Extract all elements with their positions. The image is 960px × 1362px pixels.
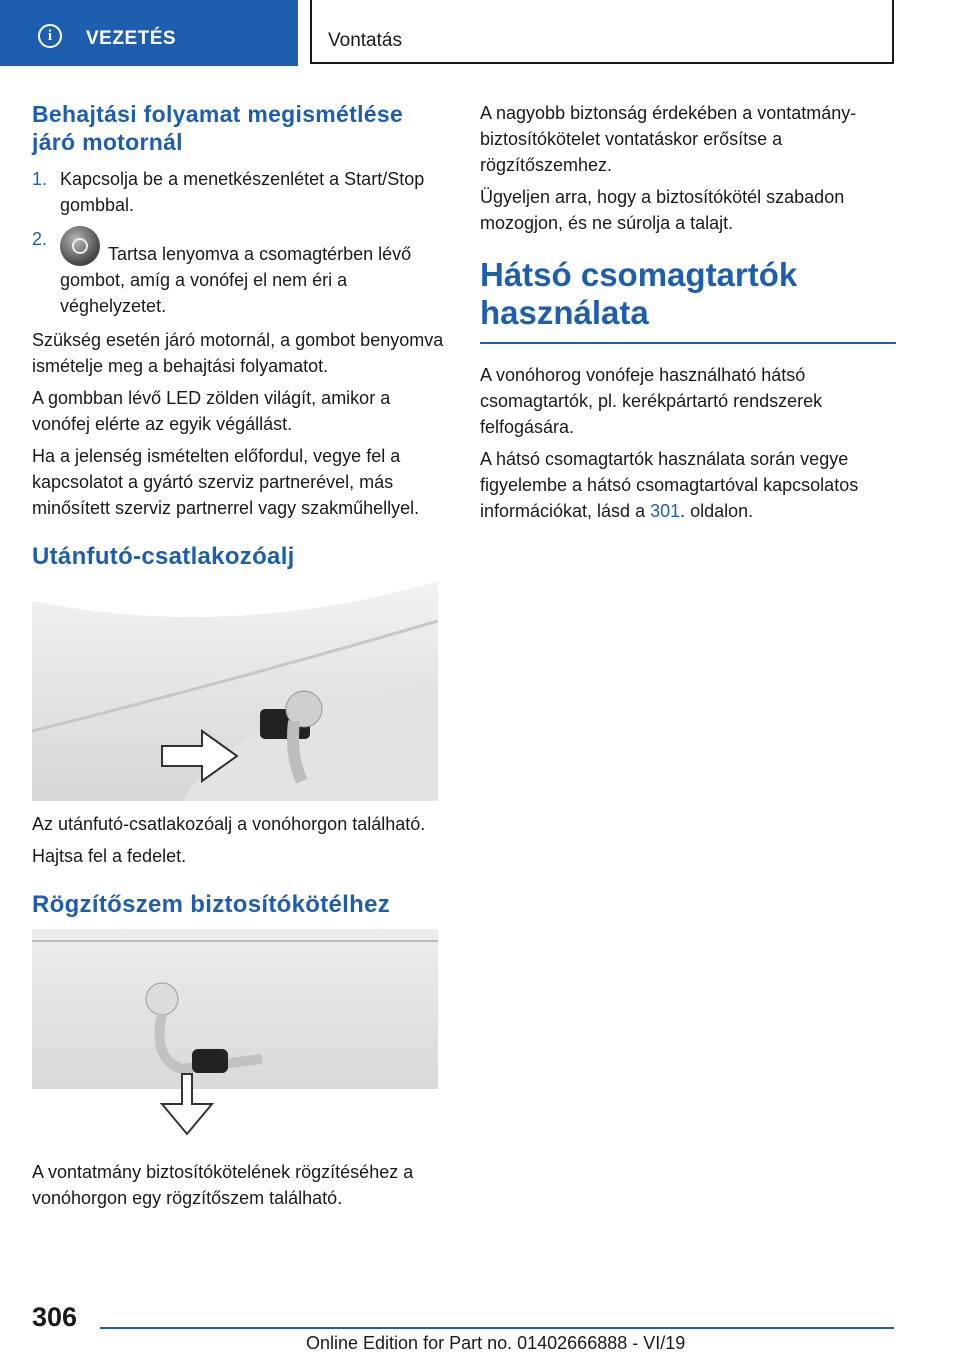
info-icon: i (38, 24, 62, 48)
chapter-label: Vontatás (328, 30, 402, 51)
step-2 (32, 226, 450, 319)
step-1 (32, 166, 450, 218)
chapter-tab (310, 0, 894, 64)
paragraph: Ügyeljen arra, hogy a biztosítókötél szabadon mozogjon, és ne súrolja a talajt. (480, 187, 845, 233)
caption: Az utánfutó-csatlakozóalj a vonóhorgon található. (32, 814, 426, 834)
edition-text: Online Edition for Part no. 01402666888 - VI/19 (306, 1333, 686, 1353)
left-column (32, 100, 450, 1217)
section-label: VEZETÉS (86, 28, 177, 49)
step-text: Tartsa lenyomva a csomagtérben lévő gombot, amíg a vonófej el nem éri a véghelyzetet. (60, 244, 412, 316)
paragraph: Szükség esetén járó motornál, a gombot benyomva ismételje meg a behajtási folyamatot. (32, 330, 444, 376)
page-number: 306 (32, 1302, 78, 1332)
step-text: Kapcsolja be a menetkészenlétet a Start/Stop gombbal. (60, 169, 425, 215)
tailgate-button-icon (60, 226, 100, 266)
caption: A vontatmány biztosítókötelének rögzítéséhez a vonóhorgon egy rögzítőszem található. (32, 1162, 414, 1208)
paragraph: Ha a jelenség ismételten előfordul, vegye fel a kapcsolatot a gyártó szerviz partnerével, más minősített szerviz partnerrel vagy szakműhellyel. (32, 446, 420, 518)
right-column (480, 100, 896, 530)
step-number: 1. (32, 169, 48, 189)
caption: Hajtsa fel a fedelet. (32, 846, 187, 866)
step-number: 2. (32, 229, 48, 249)
footer-rule (100, 1327, 894, 1329)
divider (480, 342, 896, 344)
page-link[interactable]: 301 (650, 501, 681, 521)
paragraph: A nagyobb biztonság érdekében a vontatmány-biztosítókötelet vontatáskor erősítse a rögzítőszemhez. (480, 103, 857, 175)
section-title-repeat: Behajtási folyamat megismétlése járó motornál (32, 101, 404, 155)
section-title-rear-carrier: Hátsó csomagtartók használata (480, 256, 798, 331)
trailer-socket-illustration (32, 581, 438, 801)
text: . oldalon. (680, 501, 754, 521)
step-text-container (60, 226, 450, 319)
paragraph: A gombban lévő LED zölden világít, amikor a vonófej elérte az egyik végállást. (32, 388, 391, 434)
section-title-socket: Utánfutó-csatlakozóalj (32, 543, 295, 570)
section-tab (0, 0, 298, 66)
paragraph-with-link (480, 446, 896, 524)
text: A hátsó csomagtartók használata során vegye figyelembe a hátsó csomagtartóval kapcsolatos információkat, lásd a (480, 449, 859, 521)
safety-eyelet-illustration (32, 929, 438, 1149)
paragraph: A vonóhorog vonófeje használható hátsó csomagtartók, pl. kerékpártartó rendszerek felfogására. (480, 365, 823, 437)
section-title-eyelet: Rögzítőszem biztosítókötélhez (32, 891, 391, 918)
